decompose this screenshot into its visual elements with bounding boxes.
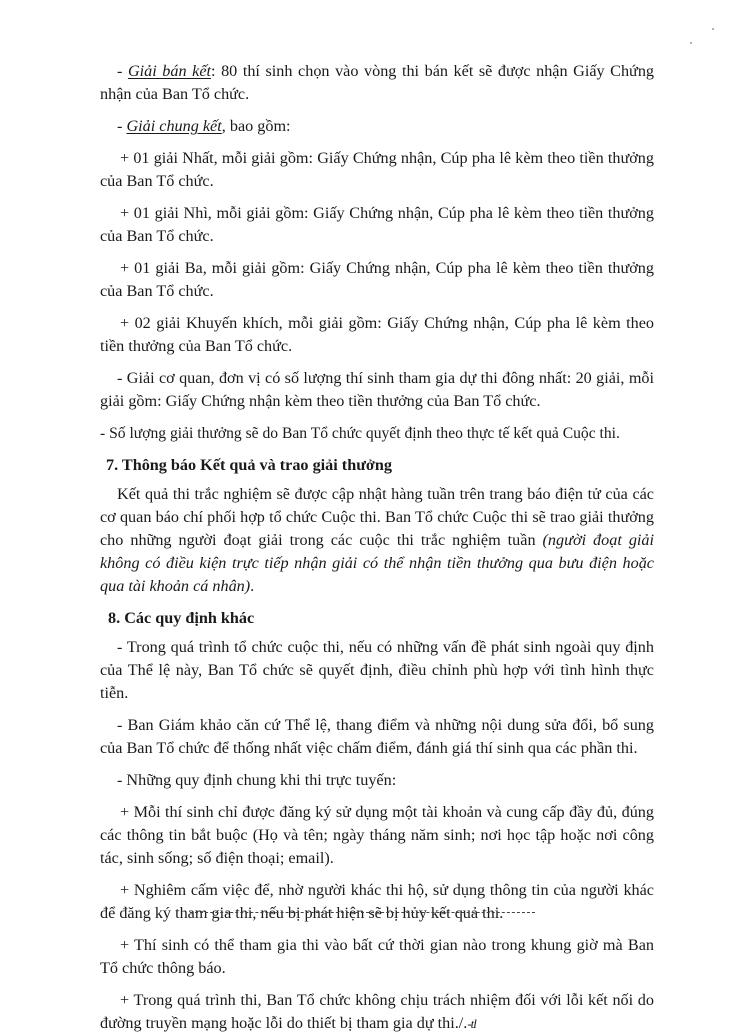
final-text: , bao gồm:	[221, 117, 291, 135]
section-7-body	[100, 483, 654, 598]
section-7-body-italic: (người đoạt giải không có điều kiện trực tiếp nhận giải có thể nhận tiền thưởng qua bưu điện hoặc qua tài khoản cá nhân)	[100, 531, 655, 595]
rule-item-3: - Những quy định chung khi thi trực tuyến:	[117, 771, 397, 789]
scan-speck	[712, 28, 714, 30]
prize-second: + 01 giải Nhì, mỗi giải gồm: Giấy Chứng nhận, Cúp pha lê kèm theo tiền thưởng của Ban Tổ chức.	[100, 204, 654, 245]
handwritten-initials: -tl	[467, 1016, 476, 1031]
agency-prize: - Giải cơ quan, đơn vị có số lượng thí sinh tham gia dự thi đông nhất: 20 giải, mỗi giải gồm: Giấy Chứng nhận kèm theo tiền thưởng của Ban Tổ chức.	[100, 369, 654, 410]
rule-item-6: + Thí sinh có thể tham gia thi vào bất cứ thời gian nào trong khung giờ mà Ban Tổ chức thông báo.	[100, 936, 654, 977]
section-7-body-text: Kết quả thi trắc nghiệm sẽ được cập nhật hàng tuần trên trang báo điện tử của các cơ quan báo chí phối hợp tổ chức Cuộc thi. Ban Tổ chức Cuộc thi sẽ trao giải thưởng cho những người đoạt giải trong các cuộc thi trắc nghiệm tuần	[100, 485, 654, 549]
end-divider	[190, 912, 535, 913]
prize-first: + 01 giải Nhất, mỗi giải gồm: Giấy Chứng nhận, Cúp pha lê kèm theo tiền thưởng của Ban Tổ chức.	[100, 149, 654, 190]
final-title: Giải chung kết	[126, 117, 222, 135]
rule-item-4: + Mỗi thí sinh chỉ được đăng ký sử dụng một tài khoản và cung cấp đầy đủ, đúng các thông tin bắt buộc (Họ và tên; ngày tháng năm sinh; nơi học tập hoặc nơi công tác, sinh sống; số điện thoại; email).	[100, 803, 654, 867]
semi-final-title: Giải bán kết	[127, 62, 212, 80]
prize-encouragement: + 02 giải Khuyến khích, mỗi giải gồm: Giấy Chứng nhận, Cúp pha lê kèm theo tiền thưởng của Ban Tổ chức.	[100, 314, 654, 355]
rule-item-1: - Trong quá trình tổ chức cuộc thi, nếu có những vấn đề phát sinh ngoài quy định của Thể lệ này, Ban Tổ chức sẽ quyết định, điều chỉnh phù hợp với tình hình thực tiễn.	[100, 638, 654, 702]
section-8-heading: 8. Các quy định khác	[108, 609, 255, 627]
rule-item-2: - Ban Giám khảo căn cứ Thể lệ, thang điểm và những nội dung sửa đổi, bổ sung của Ban Tổ chức để thống nhất việc chấm điểm, đánh giá thí sinh qua các phần thi.	[100, 716, 654, 757]
section-7-heading: 7. Thông báo Kết quả và trao giải thưởng	[106, 456, 392, 474]
semi-final-prize: - Giải bán kết: 80 thí sinh chọn vào vòng thi bán kết sẽ được nhận Giấy Chứng nhận của Ban Tổ chức.	[100, 62, 655, 103]
prize-count-note: - Số lượng giải thưởng sẽ do Ban Tổ chức quyết định theo thực tế kết quả Cuộc thi.	[100, 425, 620, 442]
prize-third: + 01 giải Ba, mỗi giải gồm: Giấy Chứng nhận, Cúp pha lê kèm theo tiền thưởng của Ban Tổ chức.	[100, 259, 654, 300]
section-7-body-end: .	[250, 577, 255, 595]
semi-final-text: : 80 thí sinh chọn vào vòng thi bán kết sẽ được nhận Giấy Chứng nhận của Ban Tổ chức.	[100, 62, 655, 103]
rule-item-7-text: + Trong quá trình thi, Ban Tổ chức không chịu trách nhiệm đối với lỗi kết nối do đường truyền mạng hoặc lỗi do thiết bị tham gia dự thi./.	[100, 991, 654, 1032]
final-prize: - Giải chung kết, bao gồm:	[117, 117, 291, 135]
rule-item-7	[100, 989, 654, 1035]
rule-item-5: + Nghiêm cấm việc để, nhờ người khác thi hộ, sử dụng thông tin của người khác để đăng ký tham gia thi, nếu bị phát hiện sẽ bị hủy kết quả thi.	[100, 881, 654, 922]
scan-speck	[690, 42, 692, 44]
